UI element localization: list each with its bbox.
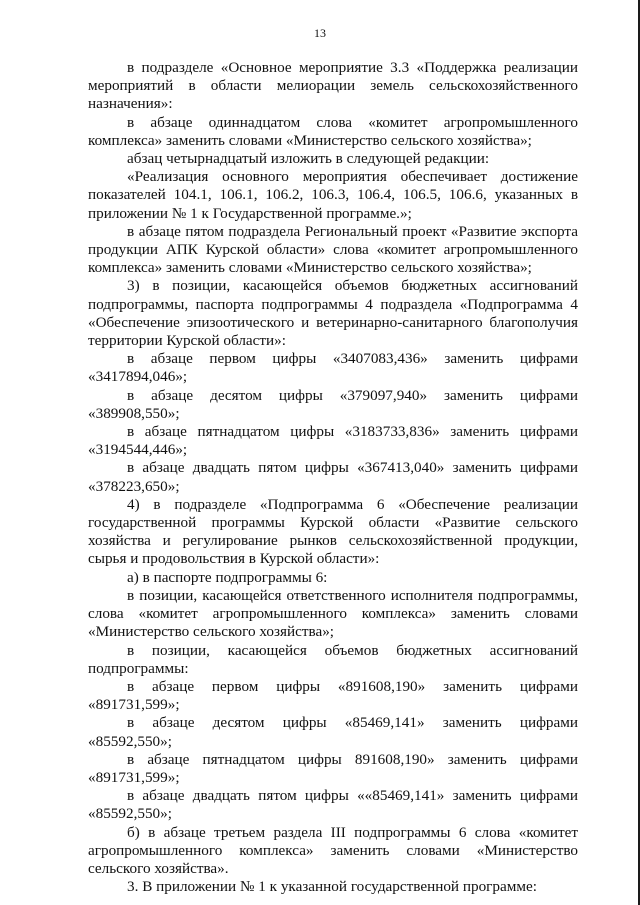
paragraph: б) в абзаце третьем раздела III подпрограммы 6 слова «комитет агропромышленного комплекса» заменить словами «Министерство сельского хозяйства». [88,823,578,877]
paragraph: 3. В приложении № 1 к указанной государственной программе: [127,878,537,896]
paragraph: в абзаце двадцать пятом цифры «367413,040» заменить цифрами «378223,650»; [88,459,578,495]
document-body [88,59,578,896]
paragraph: в абзаце пятом подраздела Региональный проект «Развитие экспорта продукции АПК Курской области» слова «комитет агропромышленного комплекса» заменить словами «Министерство сельского хозяйства»; [88,222,578,277]
page-number: 13 [314,26,326,40]
paragraph: в абзаце десятом цифры «379097,940» заменить цифрами «389908,550»; [88,386,578,422]
paragraph: в абзаце первом цифры «3407083,436» заменить цифрами «3417894,046»; [88,350,578,386]
paragraph: «Реализация основного мероприятия обеспечивает достижение показателей 104.1, 106.1, 106.2, 106.3, 106.4, 106.5, 106.6, указанных в приложении № 1 к Государственной программе.»; [88,168,578,222]
paragraph: абзац четырнадцатый изложить в следующей редакции: [127,150,490,168]
paragraph: в абзаце первом цифры «891608,190» заменить цифрами «891731,599»; [88,677,578,714]
paragraph: в позиции, касающейся ответственного исполнителя подпрограммы, слова «комитет агропромышленного комплекса» заменить словами «Министерство сельского хозяйства»; [88,586,578,641]
paragraph: в абзаце десятом цифры «85469,141» заменить цифрами «85592,550»; [88,714,578,750]
paragraph: в абзаце двадцать пятом цифры ««85469,141» заменить цифрами «85592,550»; [88,787,578,823]
paragraph: в позиции, касающейся объемов бюджетных ассигнований подпрограммы: [88,641,578,677]
paragraph: 3) в позиции, касающейся объемов бюджетных ассигнований подпрограммы, паспорта подпрограммы 4 подраздела «Подпрограмма 4 «Обеспечение эпизоотического и ветеринарно-санитарного благополучия территории Курской области»: [88,277,578,350]
paragraph: в абзаце пятнадцатом цифры 891608,190» заменить цифрами «891731,599»; [88,750,578,786]
paragraph: в подразделе «Основное мероприятие 3.3 «Поддержка реализации мероприятий в области мелиорации земель сельскохозяйственного назначения»: [88,59,578,113]
paragraph: а) в паспорте подпрограммы 6: [127,568,328,586]
paragraph: в абзаце одиннадцатом слова «комитет агропромышленного комплекса» заменить словами «Министерство сельского хозяйства»; [88,113,578,149]
paragraph: 4) в подразделе «Подпрограмма 6 «Обеспечение реализации государственной программы Курской области «Развитие сельского хозяйства и регулирование рынков сельскохозяйственной продукции, сырья и продовольствия в Курской области»: [88,495,578,568]
paragraph: в абзаце пятнадцатом цифры «3183733,836» заменить цифрами «3194544,446»; [88,423,578,459]
